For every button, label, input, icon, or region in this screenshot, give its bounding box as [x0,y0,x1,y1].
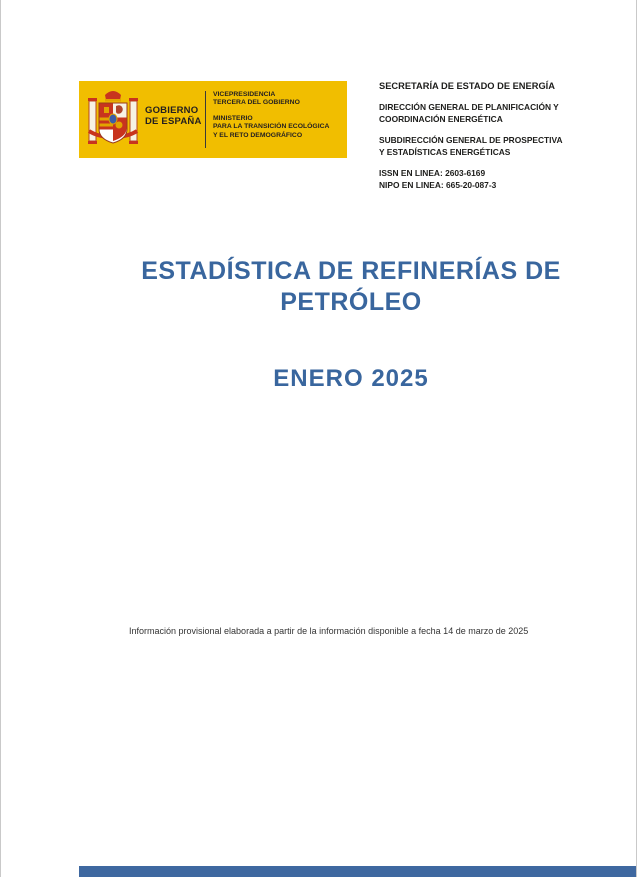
provisional-note: Información provisional elaborada a partir de la información disponible a fecha 14 de marzo de 2025 [129,626,529,636]
ministry-gap [213,108,343,115]
direccion-line-2: COORDINACIÓN ENERGÉTICA [379,113,503,124]
issn-line: ISSN EN LINEA: 2603-6169 [379,168,486,178]
ministerio-line-3: Y EL RETO DEMOGRÁFICO [213,131,303,139]
ministry-label [213,91,343,140]
de-espana-line: DE ESPAÑA [145,116,202,127]
subdireccion-label [379,135,631,158]
footer-bar [79,866,636,877]
vicepresidencia-line-2: TERCERA DEL GOBIERNO [213,99,300,107]
direccion-line-1: DIRECCIÓN GENERAL DE PLANIFICACIÓN Y [379,102,559,112]
publication-ids [379,168,631,191]
subdireccion-line-2: Y ESTADÍSTICAS ENERGÉTICAS [379,146,511,157]
subdireccion-line-1: SUBDIRECCIÓN GENERAL DE PROSPECTIVA [379,135,563,145]
coat-of-arms-icon [87,87,139,151]
direccion-general-label [379,102,631,125]
title-line-1: ESTADÍSTICA DE REFINERÍAS DE [141,257,561,285]
document-title [81,256,621,318]
ministerio-line-2: PARA LA TRANSICIÓN ECOLÓGICA [213,123,330,131]
org-header [379,80,631,191]
logo-divider [205,91,206,148]
document-title-block [81,256,621,393]
gobierno-de-espana-label [145,105,207,127]
secretaria-label: SECRETARÍA DE ESTADO DE ENERGÍA [379,81,555,91]
ministerio-line-1: MINISTERIO [213,114,253,122]
vicepresidencia-line-1: VICEPRESIDENCIA [213,91,276,98]
title-line-2: PETRÓLEO [280,288,422,316]
document-period: ENERO 2025 [273,365,429,392]
nipo-line: NIPO EN LINEA: 665-20-087-3 [379,179,497,190]
gobierno-line: GOBIERNO [145,105,199,116]
gobierno-logo [79,81,347,158]
